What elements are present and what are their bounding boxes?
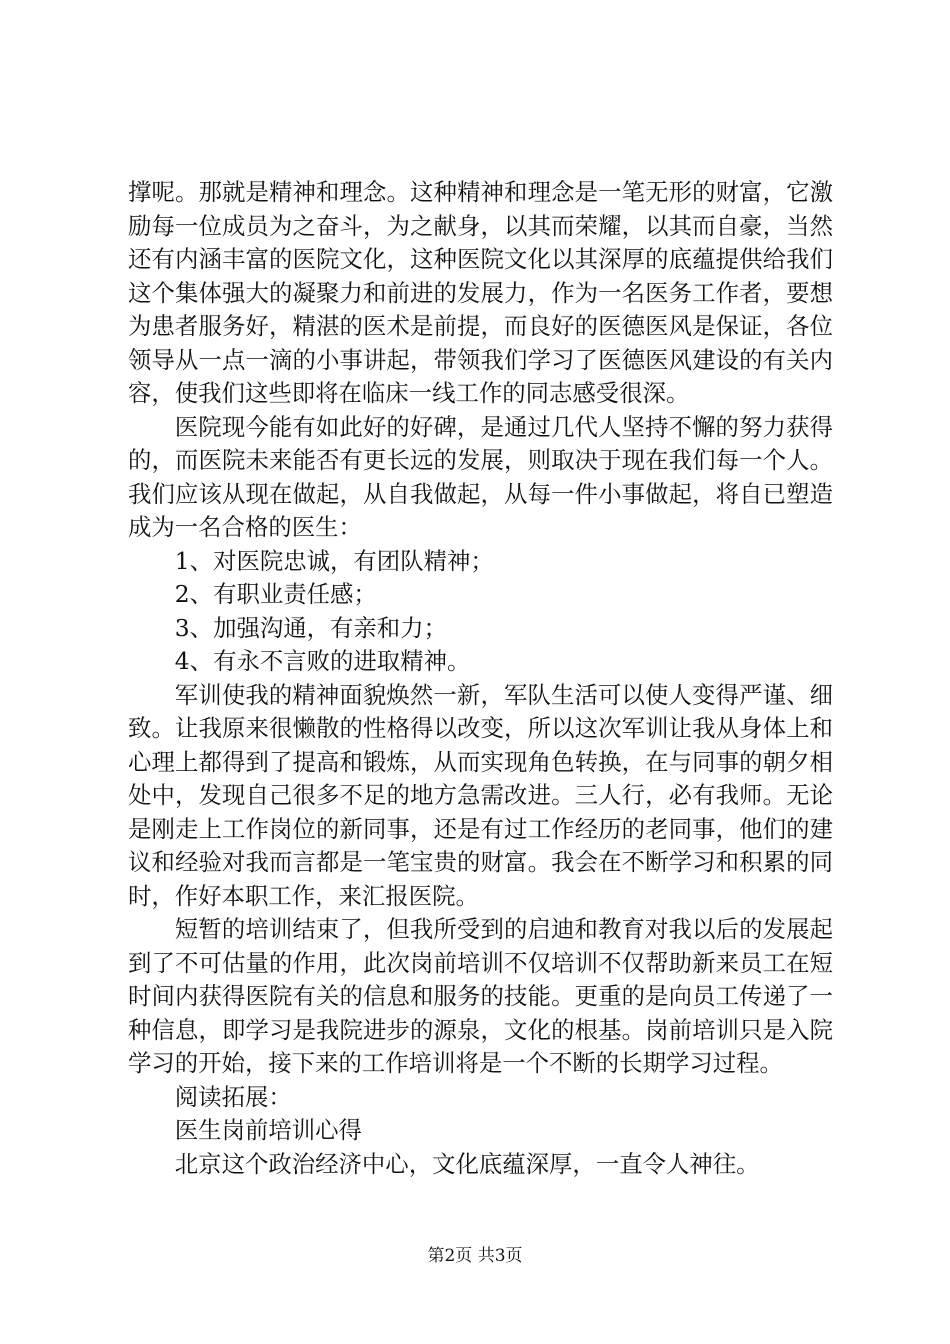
section-label: 阅读拓展：: [174, 1082, 292, 1111]
document-body: [128, 176, 833, 1181]
list-item: 3、加强沟通，有亲和力；: [174, 613, 447, 642]
page-footer: [0, 1246, 950, 1266]
section-heading: 医生岗前培训心得: [174, 1116, 362, 1144]
paragraph: 军训使我的精神面貌焕然一新，军队生活可以使人变得严谨、细致。让我原来很懒散的性格得以改变，所以这次军训让我从身体上和心理上都得到了提高和锻炼，从而实现角色转换，在与同事的朝夕相处中，发现自己很多不足的地方急需改进。三人行，必有我师。无论是刚走上工作岗位的新同事，还是有过工作经历的老同事，他们的建议和经验对我而言都是一笔宝贵的财富。我会在不断学习和积累的同时，作好本职工作，来汇报医院。: [128, 680, 833, 910]
paragraph: 北京这个政治经济中心，文化底蕴深厚，一直令人神往。: [174, 1149, 760, 1178]
paragraph: 撑呢。那就是精神和理念。这种精神和理念是一笔无形的财富，它激励每一位成员为之奋斗，为之献身，以其而荣耀，以其而自豪，当然还有内涵丰富的医院文化，这种医院文化以其深厚的底蕴提供给我们这个集体强大的凝聚力和前进的发展力，作为一名医务工作者，要想为患者服务好，精湛的医术是前提，而良好的医德医风是保证，各位领导从一点一滴的小事讲起，带领我们学习了医德医风建设的有关内容，使我们这些即将在临床一线工作的同志感受很深。: [128, 178, 833, 407]
list-item: 2、有职业责任感；: [174, 580, 377, 608]
list-item: 1、对医院忠诚，有团队精神；: [174, 546, 494, 575]
list-item: 4、有永不言败的进取精神。: [174, 647, 471, 675]
paragraph: 短暂的培训结束了，但我所受到的启迪和教育对我以后的发展起到了不可估量的作用，此次岗前培训不仅培训不仅帮助新来员工在短时间内获得医院有关的信息和服务的技能。更重的是向员工传递了一种信息，即学习是我院进步的源泉，文化的根基。岗前培训只是入院学习的开始，接下来的工作培训将是一个不断的长期学习过程。: [128, 915, 833, 1077]
page-number: 第2页 共3页: [427, 1246, 523, 1266]
paragraph: 医院现今能有如此好的好碑，是通过几代人坚持不懈的努力获得的，而医院未来能否有更长远的发展，则取决于现在我们每一个人。我们应该从现在做起，从自我做起，从每一件小事做起，将自已塑造成为一名合格的医生：: [128, 412, 833, 541]
